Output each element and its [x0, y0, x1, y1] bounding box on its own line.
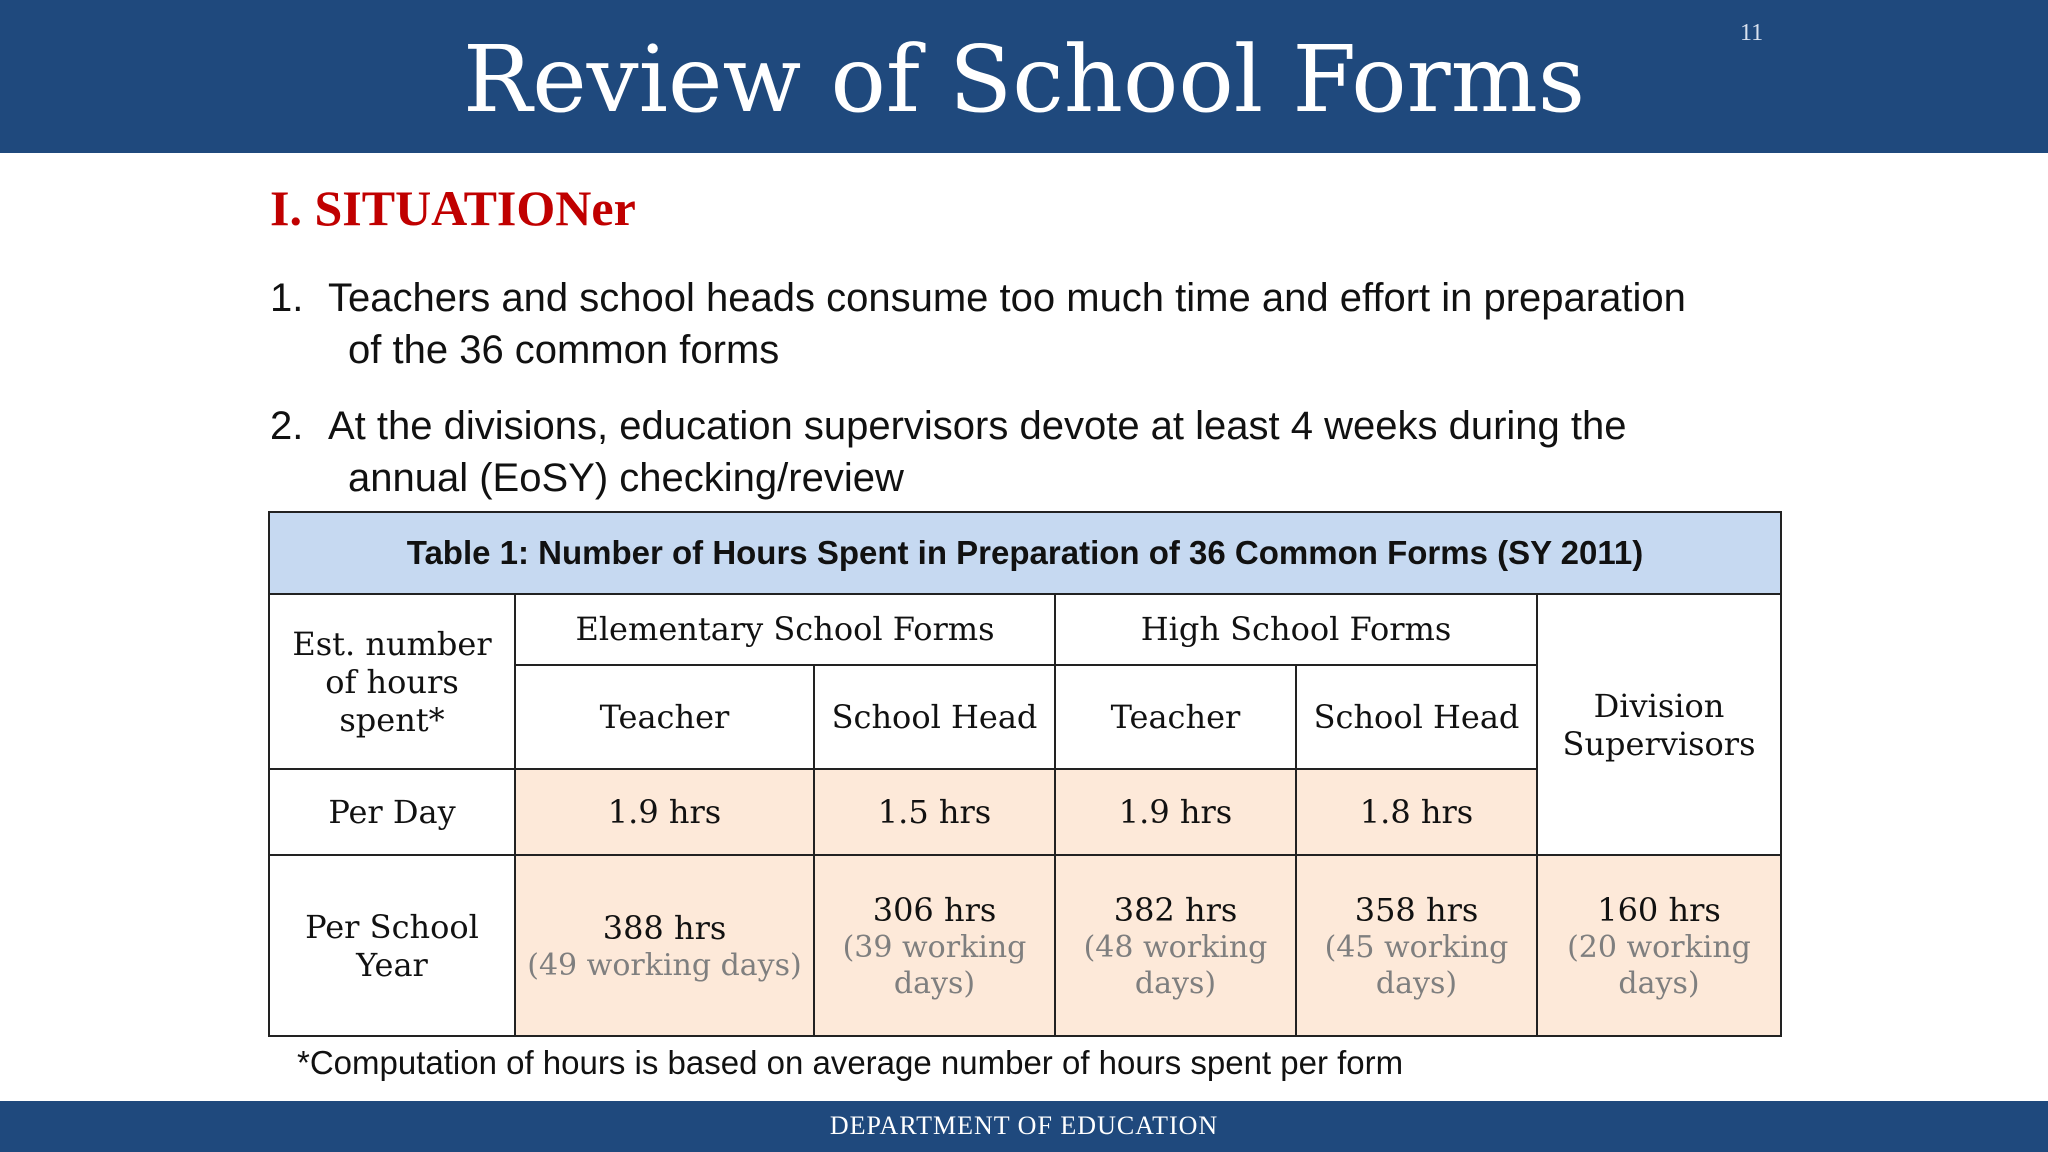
sub-header-teacher: Teacher [515, 665, 814, 769]
footer-bar [0, 1101, 2048, 1152]
bullet-item [270, 272, 1800, 376]
division-supervisors-header: Division Supervisors [1537, 594, 1781, 855]
table-cell [1537, 855, 1781, 1036]
row-label: Per Day [269, 769, 515, 855]
cell-value: 382 hrs [1113, 890, 1238, 929]
cell-subtext: (39 working days) [842, 929, 1027, 1001]
page-number: 11 [1740, 20, 1764, 46]
sub-header-teacher: Teacher [1055, 665, 1296, 769]
table-cell [1296, 855, 1537, 1036]
group-header-high-school: High School Forms [1055, 594, 1537, 664]
table-cell: 1.5 hrs [814, 769, 1055, 855]
bullet-number: 1. [270, 276, 304, 320]
slide-title: Review of School Forms [462, 26, 1586, 133]
table-cell: 1.9 hrs [1055, 769, 1296, 855]
bullet-text-continued: of the 36 common forms [348, 328, 780, 372]
cell-value: 358 hrs [1354, 890, 1479, 929]
footer-text: DEPARTMENT OF EDUCATION [829, 1111, 1219, 1140]
sub-header-school-head: School Head [1296, 665, 1537, 769]
table-cell: 1.8 hrs [1296, 769, 1537, 855]
row-header-label: Est. number of hours spent* [269, 594, 515, 769]
table-row [269, 855, 1781, 1036]
table-cell [814, 855, 1055, 1036]
table-caption: Table 1: Number of Hours Spent in Preparation of 36 Common Forms (SY 2011) [269, 512, 1781, 594]
sub-header-school-head: School Head [814, 665, 1055, 769]
section-heading: I. SITUATIONer [270, 180, 636, 236]
footnote: *Computation of hours is based on average number of hours spent per form [297, 1044, 1404, 1081]
cell-value: 388 hrs [602, 908, 727, 947]
hours-table [268, 511, 1782, 1037]
cell-subtext: (45 working days) [1324, 929, 1509, 1001]
cell-subtext: (20 working days) [1567, 929, 1751, 1001]
table-cell [515, 855, 814, 1036]
table-cell [1055, 855, 1296, 1036]
cell-value: 160 hrs [1597, 890, 1721, 929]
cell-subtext: (49 working days) [527, 947, 802, 983]
table-cell: 1.9 hrs [515, 769, 814, 855]
bullet-list [270, 272, 1800, 528]
bullet-number: 2. [270, 404, 304, 448]
bullet-text-continued: annual (EoSY) checking/review [348, 456, 904, 500]
title-bar [0, 0, 2048, 153]
row-label: Per School Year [269, 855, 515, 1036]
bullet-item [270, 400, 1800, 504]
group-header-elementary: Elementary School Forms [515, 594, 1055, 664]
bullet-text: At the divisions, education supervisors devote at least 4 weeks during the [328, 404, 1627, 448]
cell-value: 306 hrs [872, 890, 997, 929]
cell-subtext: (48 working days) [1083, 929, 1268, 1001]
bullet-text: Teachers and school heads consume too much time and effort in preparation [328, 276, 1686, 320]
